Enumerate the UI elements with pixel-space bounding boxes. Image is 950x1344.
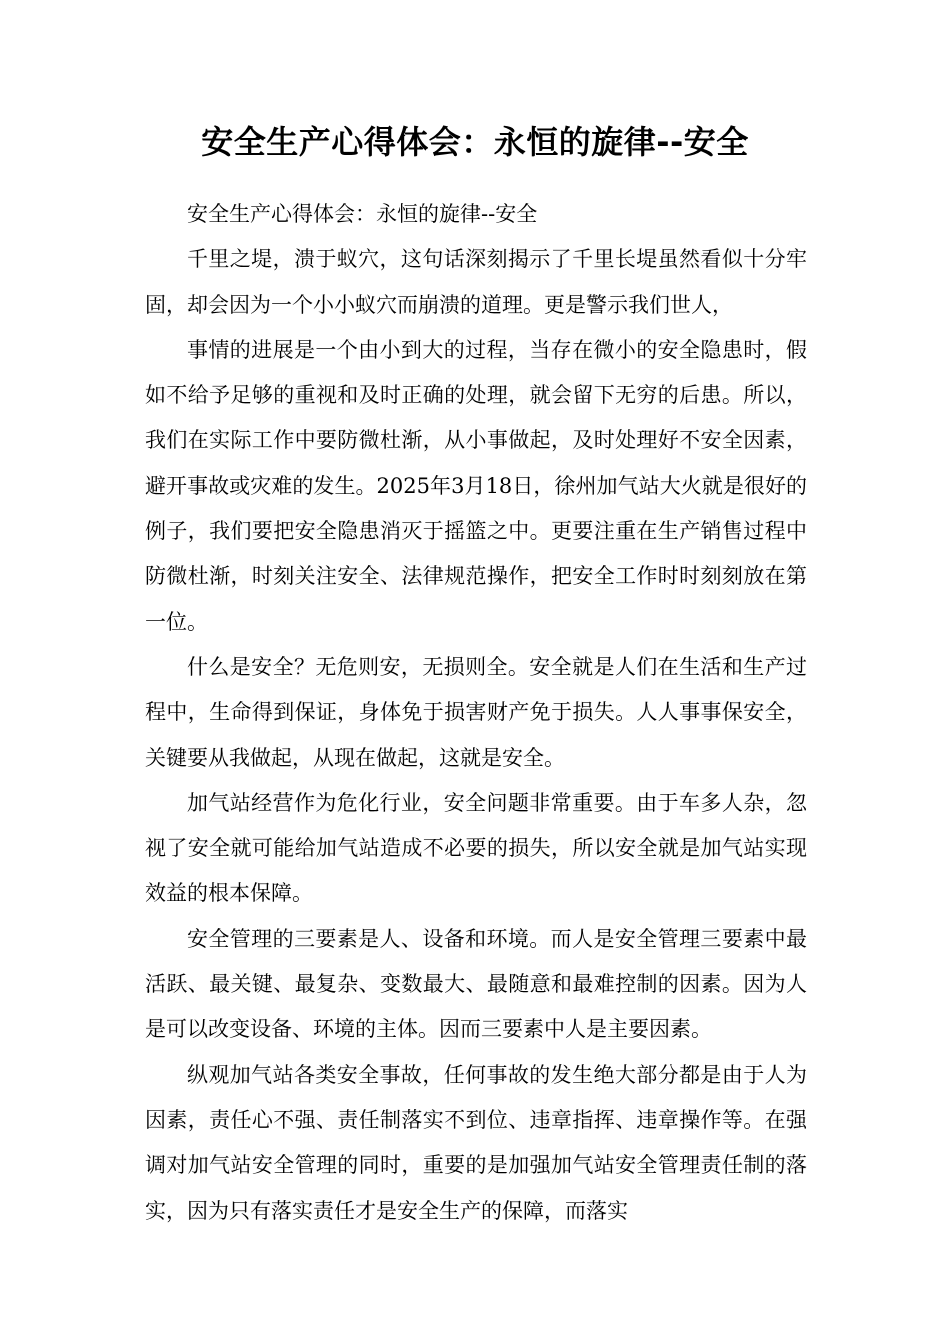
paragraph-subtitle: 安全生产心得体会：永恒的旋律--安全 xyxy=(187,202,538,226)
paragraph: 安全管理的三要素是人、设备和环境。而人是安全管理三要素中最活跃、最关键、最复杂、变数最大、最随意和最难控制的因素。因为人是可以改变设备、环境的主体。因而三要素中人是主要因素。 xyxy=(145,926,807,1042)
paragraph: 纵观加气站各类安全事故，任何事故的发生绝大部分都是由于人为因素，责任心不强、责任制落实不到位、违章指挥、违章操作等。在强调对加气站安全管理的同时，重要的是加强加气站安全管理责任制的落实，因为只有落实责任才是安全生产的保障，而落实 xyxy=(145,1062,807,1223)
paragraph: 事情的进展是一个由小到大的过程，当存在微小的安全隐患时，假如不给予足够的重视和及时正确的处理，就会留下无穷的后患。所以，我们在实际工作中要防微杜渐，从小事做起，及时处理好不安全因素，避开事故或灾难的发生。2025年3月18日，徐州加气站大火就是很好的例子，我们要把安全隐患消灭于摇篮之中。更要注重在生产销售过程中防微杜渐，时刻关注安全、法律规范操作，把安全工作时时刻刻放在第一位。 xyxy=(145,337,807,634)
document-title: 安全生产心得体会：永恒的旋律--安全 xyxy=(201,123,749,161)
paragraph: 加气站经营作为危化行业，安全问题非常重要。由于车多人杂，忽视了安全就可能给加气站造成不必要的损失，所以安全就是加气站实现效益的根本保障。 xyxy=(145,790,807,906)
document-body xyxy=(145,192,807,1234)
paragraph: 什么是安全？无危则安，无损则全。安全就是人们在生活和生产过程中，生命得到保证，身体免于损害财产免于损失。人人事事保安全，关键要从我做起，从现在做起，这就是安全。 xyxy=(145,654,807,770)
paragraph: 千里之堤，溃于蚁穴，这句话深刻揭示了千里长堤虽然看似十分牢固，却会因为一个小小蚁穴而崩溃的道理。更是警示我们世人， xyxy=(145,247,807,317)
